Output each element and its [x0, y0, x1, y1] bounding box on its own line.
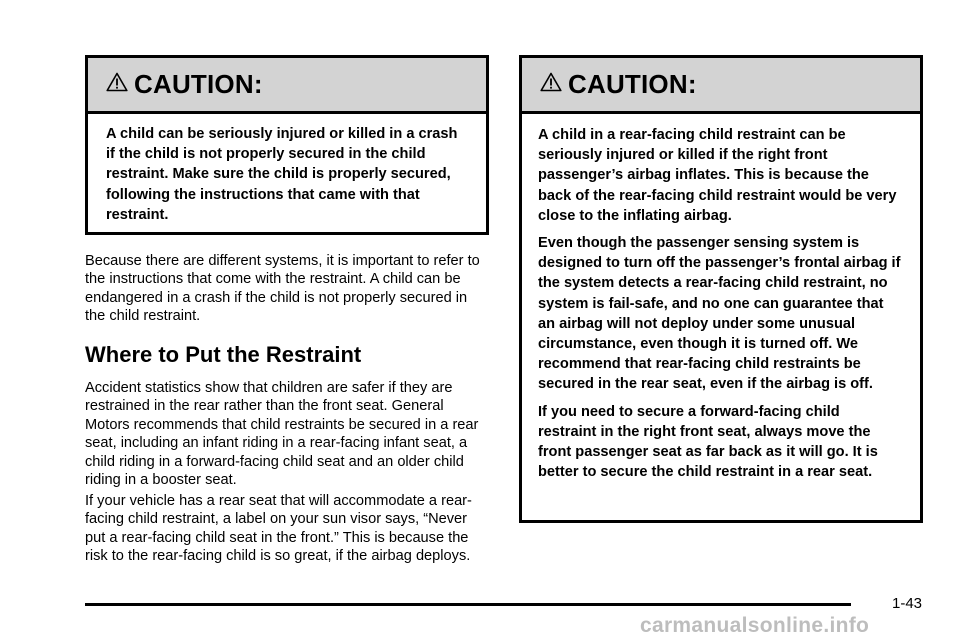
caution-text: Even though the passenger sensing system is designed to turn off the passenger’s frontal airbag if the system detects a rear-facing child restraint, no system is fail-safe, and no one can guarantee that an airbag will not deploy under some unusual circumstance, even though it is turned off. We recommend that rear-facing child restraints be secured in the rear seat, even if the airbag is off.: [538, 235, 901, 393]
caution-title: CAUTION:: [134, 69, 263, 99]
section-heading: Where to Put the Restraint: [85, 342, 362, 367]
footer-rule: [85, 603, 851, 606]
caution-box-right: [519, 55, 923, 523]
section-paragraph: Accident statistics show that children are safer if they are restrained in the rear rather than the front seat. General Motors recommends that child restraints be secured in a rear seat, including an infant riding in a rear-facing infant seat, a child riding in a forward-facing child seat and an older child riding in a booster seat.: [85, 380, 479, 489]
caution-title: CAUTION:: [568, 69, 697, 99]
caution-text: A child in a rear-facing child restraint can be seriously injured or killed if the right front passenger’s airbag inflates. This is because the back of the rear-facing child restraint would be very close to the inflating airbag.: [538, 127, 897, 224]
page-number: 1-43: [892, 595, 923, 612]
caution-box-left: [85, 55, 489, 235]
watermark: carmanualsonline.info: [640, 614, 870, 637]
intro-paragraph: Because there are different systems, it is important to refer to the instructions that come with the restraint. A child can be endangered in a crash if the child is not properly secured in the child restraint.: [85, 253, 480, 325]
warning-triangle-icon: [540, 72, 562, 92]
caution-text: A child can be seriously injured or killed in a crash if the child is not properly secured in the child restraint. Make sure the child is properly secured, following the instructions that came with that restraint.: [106, 126, 458, 223]
warning-triangle-icon: [106, 72, 128, 92]
section-paragraph: If your vehicle has a rear seat that will accommodate a rear-facing child restraint, a label on your sun visor says, “Never put a rear-facing child seat in the front.” This is because the risk to the rear-facing child is so great, if the airbag deploys.: [85, 493, 472, 565]
caution-body: [522, 114, 920, 482]
caution-text: If you need to secure a forward-facing child restraint in the right front seat, always move the front passenger seat as far back as it will go. It is better to secure the child restraint in a rear seat.: [538, 403, 878, 481]
caution-header: [522, 58, 920, 114]
caution-body: [88, 114, 486, 225]
caution-header: [88, 58, 486, 114]
